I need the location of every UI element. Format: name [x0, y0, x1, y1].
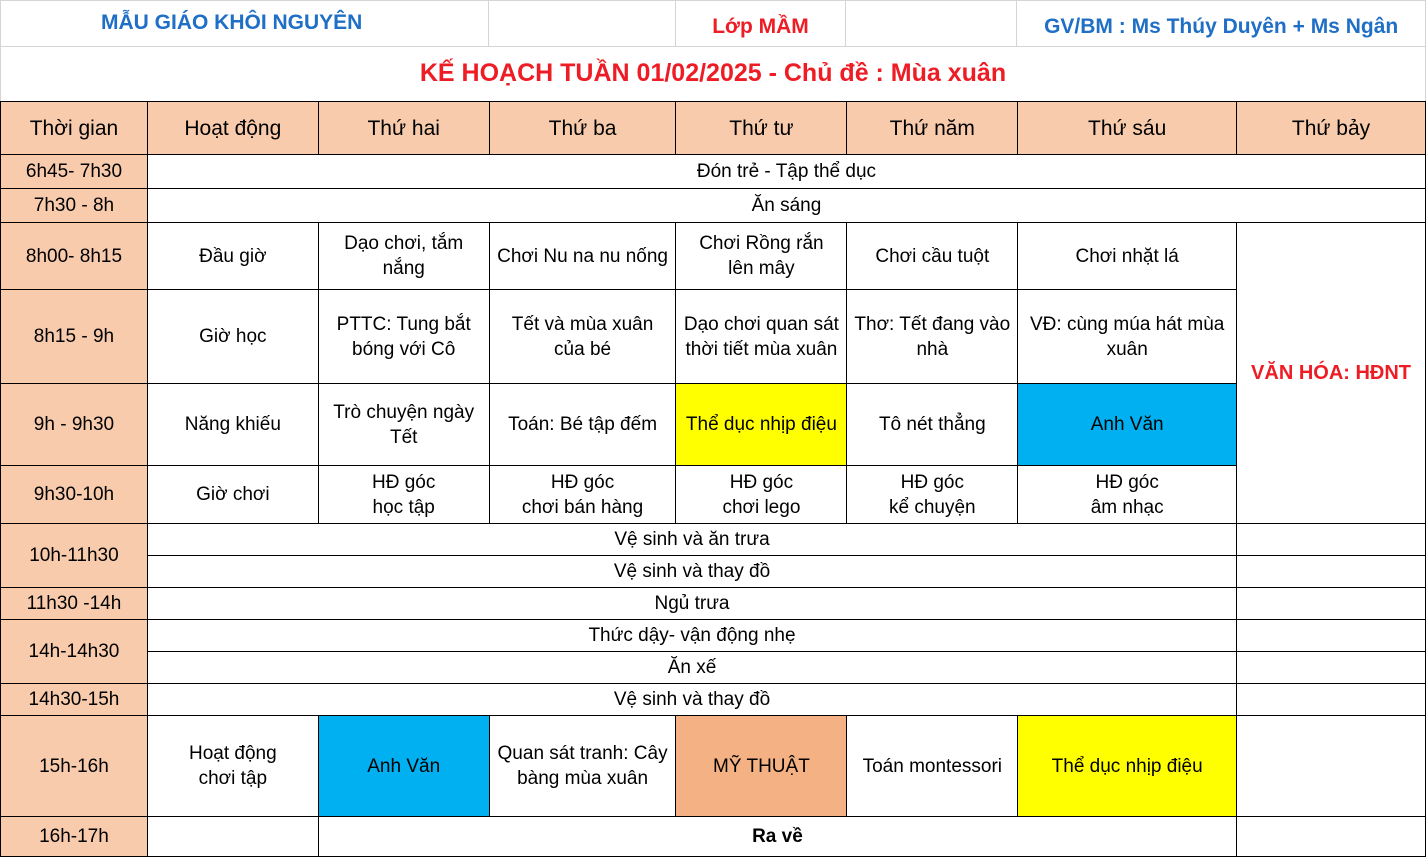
- wednesday-cell: Thể dục nhịp điệu: [676, 384, 847, 466]
- empty-cell: [1237, 652, 1426, 684]
- friday-cell: Thể dục nhịp điệu: [1018, 716, 1237, 817]
- class-name: MẦM: [758, 15, 809, 39]
- line: Tết: [389, 426, 418, 448]
- table-row: [1, 155, 1426, 189]
- time-cell: 9h30-10h: [1, 466, 148, 524]
- empty-cell: [1237, 684, 1426, 716]
- table-row: [1, 384, 1426, 466]
- line: xuân: [1106, 338, 1148, 360]
- line: Thơ: Tết đang vào: [854, 313, 1011, 335]
- time-cell: 14h-14h30: [1, 620, 148, 684]
- wednesday-cell: [676, 466, 847, 524]
- table-row: [1, 556, 1426, 588]
- empty-cell: [846, 1, 1017, 47]
- thursday-cell: [847, 466, 1018, 524]
- line: HĐ góc: [729, 471, 794, 493]
- table-row: [1, 652, 1426, 684]
- monday-cell: [318, 384, 489, 466]
- thursday-cell: Tô nét thẳng: [847, 384, 1018, 466]
- col-header: Thứ sáu: [1018, 102, 1237, 155]
- line: bàng mùa xuân: [517, 768, 649, 789]
- saturday-cell: VĂN HÓA: HĐNT: [1237, 223, 1426, 524]
- school-name: MẪU GIÁO KHÔI NGUYÊN: [1, 1, 489, 47]
- line: chơi lego: [722, 496, 801, 518]
- line: HĐ góc: [372, 471, 436, 493]
- table-row: [1, 620, 1426, 652]
- line: Trò chuyện ngày: [333, 401, 475, 423]
- line: Dạo chơi, tắm: [344, 233, 464, 254]
- tuesday-cell: Chơi Nu na nu nống: [489, 223, 676, 290]
- wednesday-cell: [676, 223, 847, 290]
- line: chơi tập: [198, 768, 268, 789]
- line: Chơi Rồng rắn: [699, 233, 824, 254]
- time-cell: 16h-17h: [1, 817, 148, 857]
- table-row: [1, 716, 1426, 817]
- line: Tết và mùa xuân: [511, 313, 654, 335]
- activity-cell: Giờ chơi: [147, 466, 318, 524]
- monday-cell: [318, 223, 489, 290]
- merged-activity: Vệ sinh và ăn trưa: [147, 524, 1236, 556]
- empty-cell: [1237, 716, 1426, 817]
- friday-cell: Chơi nhặt lá: [1018, 223, 1237, 290]
- page-title: KẾ HOẠCH TUẦN 01/02/2025 - Chủ đề : Mùa xuân: [1, 47, 1426, 102]
- thursday-cell: Chơi cầu tuột: [847, 223, 1018, 290]
- table-row: [1, 588, 1426, 620]
- thursday-cell: Toán montessori: [847, 716, 1018, 817]
- merged-activity: Ăn xế: [147, 652, 1236, 684]
- line: nhà: [916, 338, 949, 360]
- line: học tập: [372, 496, 435, 518]
- empty-cell: [1237, 817, 1426, 857]
- table-row: [1, 466, 1426, 524]
- col-header: Thứ bảy: [1237, 102, 1426, 155]
- tuesday-cell: [489, 466, 676, 524]
- merged-activity: Vệ sinh và thay đồ: [147, 684, 1236, 716]
- time-cell: 15h-16h: [1, 716, 148, 817]
- line: chơi bán hàng: [521, 496, 644, 518]
- schedule-table: [0, 101, 1426, 857]
- line: thời tiết mùa xuân: [685, 338, 838, 360]
- merged-activity: Vệ sinh và thay đồ: [147, 556, 1236, 588]
- time-cell: 6h45- 7h30: [1, 155, 148, 189]
- empty-cell: [147, 817, 318, 857]
- monday-cell: [318, 466, 489, 524]
- merged-activity: Đón trẻ - Tập thể dục: [147, 155, 1425, 189]
- line: HĐ góc: [550, 471, 615, 493]
- empty-cell: [1237, 556, 1426, 588]
- title-row: [0, 46, 1426, 103]
- time-cell: 8h15 - 9h: [1, 290, 148, 384]
- line: Hoạt động: [188, 743, 277, 764]
- col-header: Thứ tư: [676, 102, 847, 155]
- activity-cell: [147, 716, 318, 817]
- empty-cell: [1237, 588, 1426, 620]
- activity-cell: Năng khiếu: [147, 384, 318, 466]
- line: lên mây: [728, 258, 795, 279]
- time-cell: 11h30 -14h: [1, 588, 148, 620]
- wednesday-cell: MỸ THUẬT: [676, 716, 847, 817]
- friday-cell: [1018, 466, 1237, 524]
- tuesday-cell: [489, 716, 676, 817]
- table-row: [1, 817, 1426, 857]
- time-cell: 8h00- 8h15: [1, 223, 148, 290]
- time-cell: 9h - 9h30: [1, 384, 148, 466]
- line: PTTC: Tung bắt: [336, 313, 471, 335]
- empty-cell: [1237, 620, 1426, 652]
- line: Quan sát tranh: Cây: [497, 743, 668, 764]
- col-header: Hoạt động: [147, 102, 318, 155]
- class-prefix: Lớp: [712, 15, 753, 39]
- monday-cell: Anh Văn: [318, 716, 489, 817]
- line: bóng với Cô: [352, 338, 456, 360]
- monday-cell: [318, 290, 489, 384]
- tuesday-cell: [489, 290, 676, 384]
- wednesday-cell: [676, 290, 847, 384]
- line: của bé: [554, 338, 612, 360]
- activity-cell: Đầu giờ: [147, 223, 318, 290]
- header-row: [1, 102, 1426, 155]
- table-row: [1, 223, 1426, 290]
- merged-activity: Ra về: [318, 817, 1236, 857]
- top-header: [0, 0, 1426, 47]
- thursday-cell: [847, 290, 1018, 384]
- teachers: GV/BM : Ms Thúy Duyên + Ms Ngân: [1017, 1, 1426, 47]
- line: âm nhạc: [1090, 496, 1164, 518]
- merged-activity: Thức dậy- vận động nhẹ: [147, 620, 1236, 652]
- col-header: Thứ năm: [847, 102, 1018, 155]
- tuesday-cell: Toán: Bé tập đếm: [489, 384, 676, 466]
- line: HĐ góc: [1095, 471, 1159, 493]
- time-cell: 7h30 - 8h: [1, 189, 148, 223]
- merged-activity: Ngủ trưa: [147, 588, 1236, 620]
- line: VĐ: cùng múa hát mùa: [1030, 313, 1225, 335]
- friday-cell: [1018, 290, 1237, 384]
- line: HĐ góc: [900, 471, 964, 493]
- friday-cell: Anh Văn: [1018, 384, 1237, 466]
- table-row: [1, 290, 1426, 384]
- col-header: Thời gian: [1, 102, 148, 155]
- merged-activity: Ăn sáng: [147, 189, 1425, 223]
- col-header: Thứ ba: [489, 102, 676, 155]
- class-label: [675, 1, 846, 47]
- time-cell: 14h30-15h: [1, 684, 148, 716]
- col-header: Thứ hai: [318, 102, 489, 155]
- line: nắng: [382, 258, 425, 279]
- line: kể chuyện: [889, 496, 976, 518]
- line: Dạo chơi quan sát: [683, 313, 839, 335]
- table-row: [1, 524, 1426, 556]
- time-cell: 10h-11h30: [1, 524, 148, 588]
- empty-cell: [488, 1, 675, 47]
- activity-cell: Giờ học: [147, 290, 318, 384]
- table-row: [1, 684, 1426, 716]
- empty-cell: [1237, 524, 1426, 556]
- table-row: [1, 189, 1426, 223]
